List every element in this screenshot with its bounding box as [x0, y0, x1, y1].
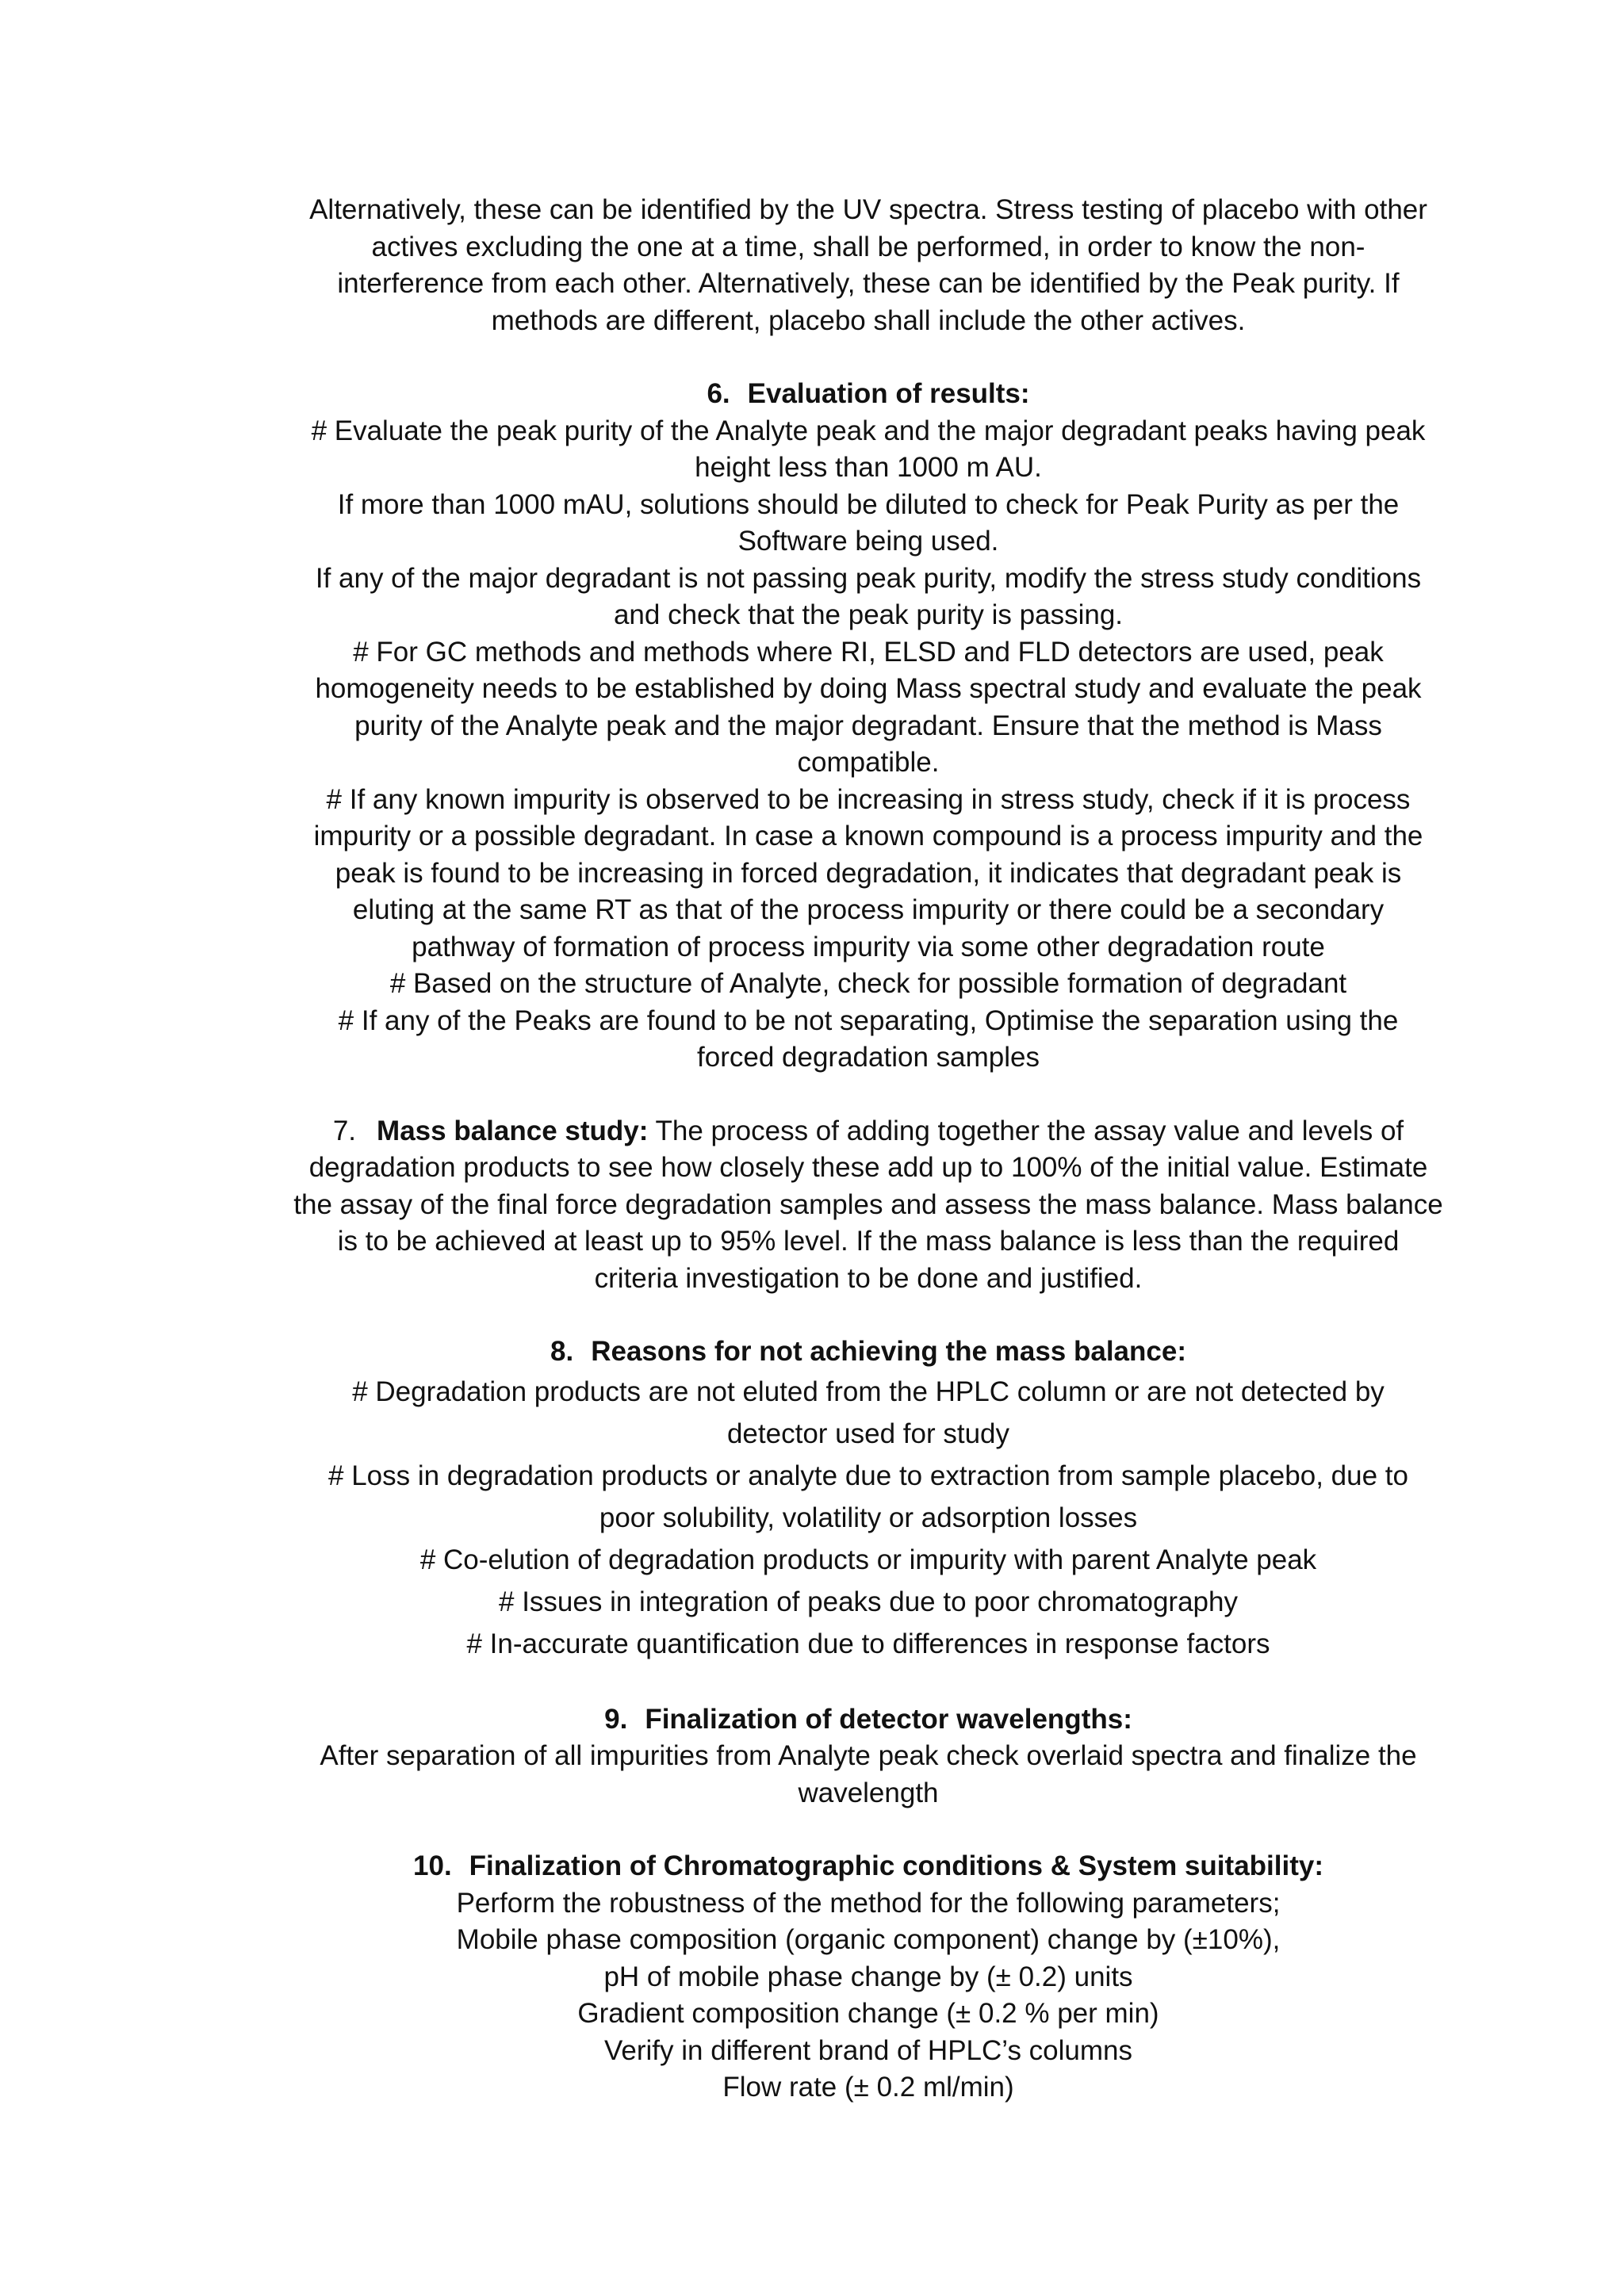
text-line: criteria investigation to be done and justified.: [594, 1262, 1143, 1294]
text-line: Gradient composition change (± 0.2 % per min): [577, 1998, 1159, 2029]
section-title: Finalization of detector wavelengths:: [645, 1703, 1132, 1735]
text-line: height less than 1000 m AU.: [695, 452, 1042, 483]
section-number: 10.: [413, 1850, 452, 1881]
text-line: impurity or a possible degradant. In case a known compound is a process impurity and the: [313, 821, 1423, 851]
section-9-heading: [285, 1701, 1451, 1739]
text-line: degradation products to see how closely these add up to 100% of the initial value. Estimate: [308, 1152, 1428, 1183]
section-title: Finalization of Chromatographic conditions & System suitability:: [469, 1850, 1323, 1881]
text-line: # In-accurate quantification due to differences in response factors: [466, 1628, 1270, 1659]
text-line: If more than 1000 mAU, solutions should be diluted to check for Peak Purity as per the: [337, 488, 1400, 520]
text-line: # Evaluate the peak purity of the Analyte peak and the major degradant peaks having peak: [311, 415, 1426, 446]
section-7: [285, 1113, 1451, 1298]
section-7-first-line: [285, 1113, 1451, 1150]
section-title: Reasons for not achieving the mass balance:: [591, 1336, 1186, 1367]
section-9: [285, 1701, 1451, 1812]
section-8: [285, 1334, 1451, 1665]
text-line: and check that the peak purity is passing.: [613, 599, 1124, 630]
section-title: Evaluation of results:: [747, 378, 1030, 409]
section-number: 6.: [707, 378, 730, 409]
text-line: homogeneity needs to be established by doing Mass spectral study and evaluate the peak: [315, 673, 1422, 704]
section-number: 9.: [604, 1703, 628, 1735]
text-line: purity of the Analyte peak and the major degradant. Ensure that the method is Mass: [354, 710, 1382, 741]
text-line: Software being used.: [737, 526, 999, 557]
text-line: the assay of the final force degradation samples and assess the mass balance. Mass balance: [293, 1188, 1443, 1220]
text-line: poor solubility, volatility or adsorption losses: [599, 1502, 1138, 1533]
text-line: # Co-elution of degradation products or impurity with parent Analyte peak: [419, 1544, 1317, 1575]
text-run: The process of adding together the assay value and levels of: [648, 1115, 1404, 1146]
text-line: compatible.: [797, 747, 940, 778]
section-6-heading: [285, 376, 1451, 413]
section-8-heading: [285, 1334, 1451, 1371]
text-line: wavelength: [798, 1777, 939, 1808]
section-10-heading: [285, 1848, 1451, 1885]
section-number: 7.: [332, 1115, 357, 1146]
text-line: methods are different, placebo shall include the other actives.: [491, 304, 1246, 336]
text-line: # Loss in degradation products or analyte due to extraction from sample placebo, due to: [328, 1460, 1408, 1491]
text-line: Verify in different brand of HPLC’s columns: [604, 2034, 1132, 2066]
text-line: Mobile phase composition (organic component) change by (±10%),: [456, 1924, 1281, 1955]
text-line: # For GC methods and methods where RI, ELSD and FLD detectors are used, peak: [353, 636, 1384, 668]
text-line: # If any known impurity is observed to be increasing in stress study, check if it is process: [326, 783, 1411, 815]
intro-paragraph: [285, 192, 1451, 339]
text-line: actives excluding the one at a time, shall be performed, in order to know the non-: [371, 231, 1365, 262]
text-line: # If any of the Peaks are found to be not separating, Optimise the separation using the: [338, 1004, 1399, 1036]
text-line: # Degradation products are not eluted from the HPLC column or are not detected by: [352, 1376, 1385, 1407]
text-line: If any of the major degradant is not passing peak purity, modify the stress study conditions: [315, 562, 1422, 594]
text-line: # Issues in integration of peaks due to poor chromatography: [499, 1586, 1238, 1617]
section-6: [285, 376, 1451, 1077]
text-line: pathway of formation of process impurity via some other degradation route: [412, 931, 1325, 962]
section-number: 8.: [550, 1336, 574, 1367]
text-line: eluting at the same RT as that of the process impurity or there could be a secondary: [352, 894, 1385, 925]
text-line: Flow rate (± 0.2 ml/min): [722, 2072, 1014, 2103]
section-10: [285, 1848, 1451, 2107]
text-line: pH of mobile phase change by (± 0.2) units: [603, 1961, 1133, 1992]
text-line: Perform the robustness of the method for the following parameters;: [456, 1887, 1281, 1919]
text-line: Alternatively, these can be identified by the UV spectra. Stress testing of placebo with other: [309, 194, 1427, 225]
text-line: detector used for study: [726, 1418, 1010, 1449]
section-title: Mass balance study:: [377, 1115, 649, 1146]
text-line: is to be achieved at least up to 95% level. If the mass balance is less than the required: [337, 1226, 1400, 1257]
text-line: peak is found to be increasing in forced degradation, it indicates that degradant peak is: [335, 857, 1402, 889]
text-line: interference from each other. Alternatively, these can be identified by the Peak purity. If: [337, 268, 1400, 299]
text-line: After separation of all impurities from Analyte peak check overlaid spectra and finalize the: [320, 1740, 1417, 1771]
page-body: [285, 192, 1451, 2107]
text-line: forced degradation samples: [697, 1042, 1040, 1073]
text-line: # Based on the structure of Analyte, check for possible formation of degradant: [389, 968, 1347, 999]
